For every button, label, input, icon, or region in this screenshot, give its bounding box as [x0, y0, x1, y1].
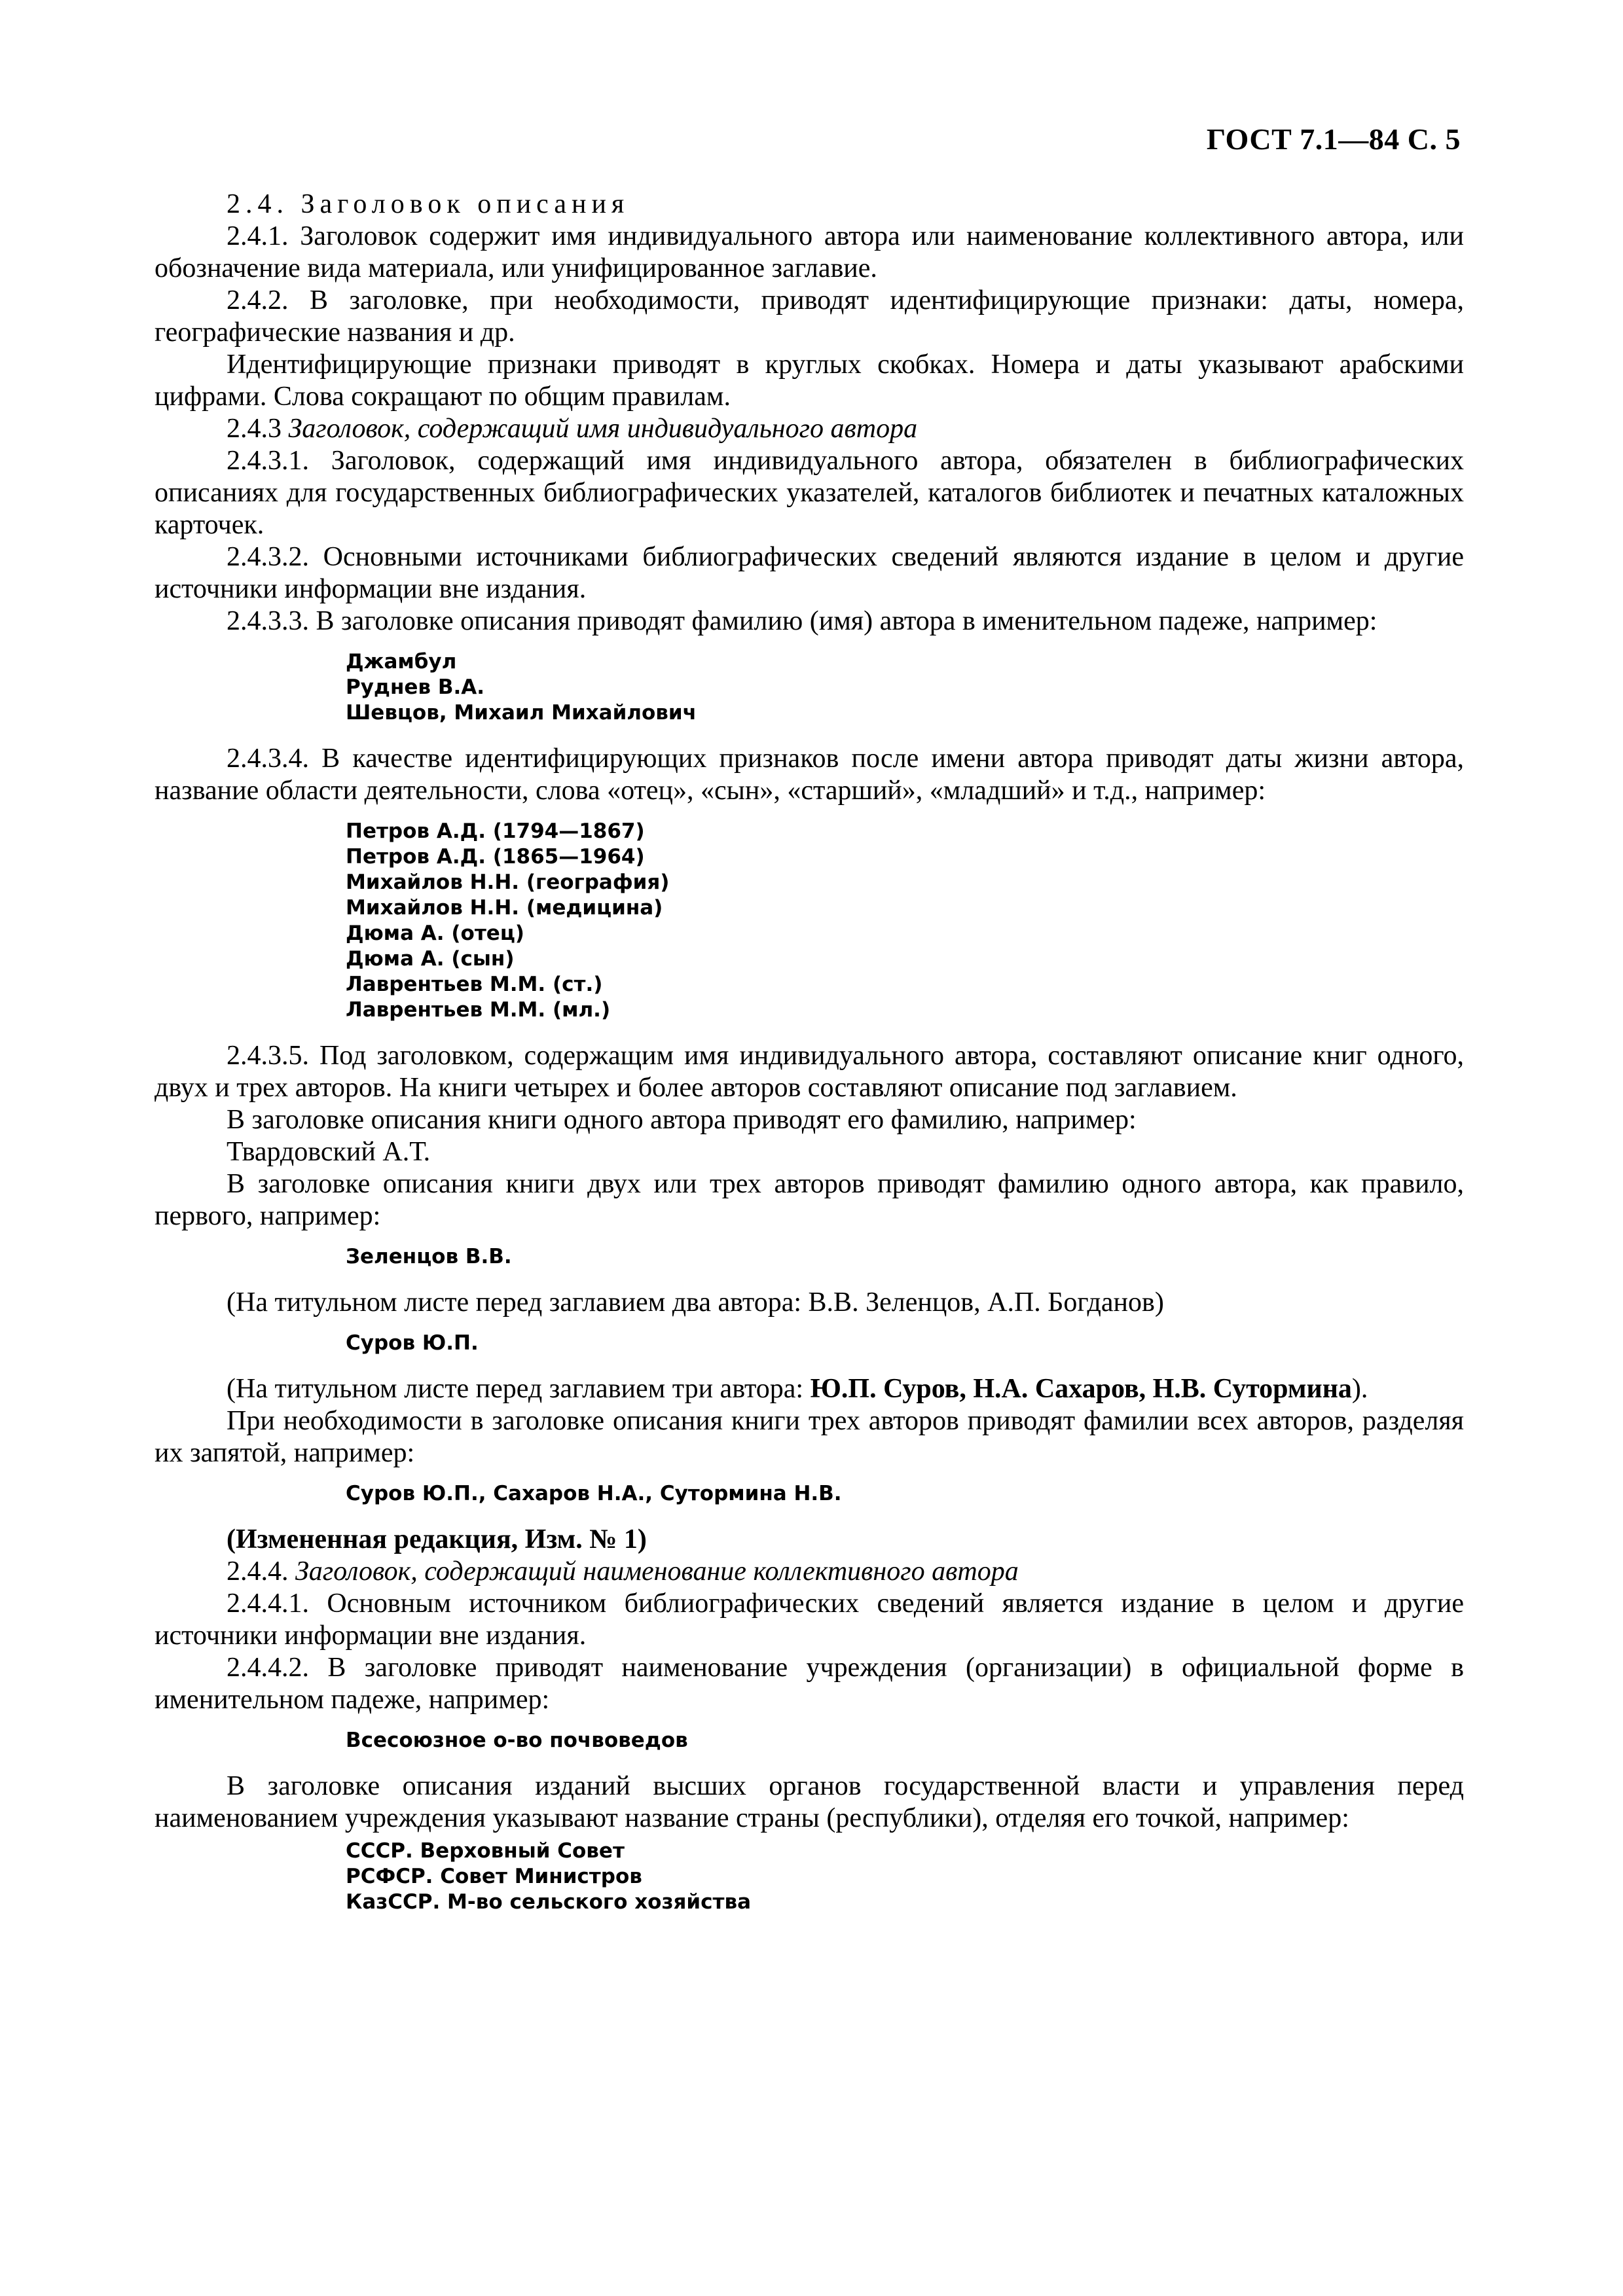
example-line: Петров А.Д. (1794—1867) — [346, 819, 645, 843]
running-head: ГОСТ 7.1—84 С. 5 — [1206, 122, 1461, 156]
note-three-authors-names: Ю.П. Суров, Н.А. Сахаров, Н.В. Сутормина — [810, 1374, 1352, 1404]
section-2-4-4-title — [155, 1556, 1464, 1588]
section-2-4-4-heading: Заголовок, содержащий наименование коллективного автора — [295, 1556, 1019, 1587]
paragraph-2-4-4-1: 2.4.4.1. Основным источником библиографических сведений является издание в целом и другие источники информации вне издания. — [155, 1588, 1464, 1651]
paragraph-2-4-3-5: 2.4.3.5. Под заголовком, содержащим имя индивидуального автора, составляют описание книг одного, двух и трех авторов. На книги четырех и более авторов составляют описание под заглавием. — [155, 1041, 1464, 1103]
example-line: Михайлов Н.Н. (география) — [346, 870, 670, 894]
paragraph-2-4-4-2: 2.4.4.2. В заголовке приводят наименование учреждения (организации) в официальной форме в именительном падеже, например: — [155, 1653, 1464, 1715]
paragraph-all-authors: При необходимости в заголовке описания книги трех авторов приводят фамилии всех авторов, разделяя их запятой, например: — [155, 1406, 1464, 1468]
example-line: Джамбул — [346, 650, 457, 673]
example-block-surov — [346, 1331, 1464, 1356]
section-2-4-4-number: 2.4.4. — [227, 1556, 289, 1587]
note-two-authors: (На титульном листе перед заглавием два автора: В.В. Зеленцов, А.П. Богданов) — [227, 1287, 1164, 1318]
example-block-society — [346, 1728, 1464, 1753]
example-line: СССР. Верховный Совет — [346, 1839, 625, 1863]
example-line: Лаврентьев М.М. (мл.) — [346, 998, 611, 1022]
paragraph-2-4-3-4: 2.4.3.4. В качестве идентифицирующих признаков после имени автора приводят даты жизни автора, название области деятельности, слова «отец», «сын», «старший», «младший» и т.д., например: — [155, 744, 1464, 806]
example-line: Шевцов, Михаил Михайлович — [346, 701, 697, 725]
paragraph-2-4-2: 2.4.2. В заголовке, при необходимости, приводят идентифицирующие признаки: даты, номера, географические названия и др. — [155, 285, 1464, 348]
note-three-authors-prefix: (На титульном листе перед заглавием три автора: — [227, 1374, 811, 1404]
example-line: Суров Ю.П. — [346, 1331, 479, 1355]
paragraph-two-three-authors: В заголовке описания книги двух или трех авторов приводят фамилию одного автора, как правило, первого, например: — [155, 1169, 1464, 1231]
example-one-author: Твардовский А.Т. — [227, 1137, 431, 1167]
section-2-4-3-title — [155, 413, 1464, 445]
amended-edition-note: (Измененная редакция, Изм. № 1) — [227, 1524, 647, 1554]
note-three-authors — [155, 1373, 1464, 1405]
example-block-country — [346, 1839, 1464, 1915]
example-line: Всесоюзное о-во почвоведов — [346, 1729, 688, 1752]
example-block-zelentsov — [346, 1244, 1464, 1270]
paragraph-2-4-1: 2.4.1. Заголовок содержит имя индивидуального автора или наименование коллективного автора, или обозначение вида материала, или унифицированное заглавие. — [155, 221, 1464, 283]
paragraph-2-4-2-b: Идентифицирующие признаки приводят в круглых скобках. Номера и даты указывают арабскими цифрами. Слова сокращают по общим правилам. — [155, 350, 1464, 412]
example-line: Петров А.Д. (1865—1964) — [346, 845, 645, 869]
example-line: Дюма А. (сын) — [346, 947, 515, 971]
example-line: Суров Ю.П., Сахаров Н.А., Сутормина Н.В. — [346, 1482, 842, 1505]
paragraph-one-author: В заголовке описания книги одного автора приводят его фамилию, например: — [227, 1105, 1137, 1135]
note-three-authors-suffix: ). — [1351, 1374, 1368, 1404]
example-block-author-names — [346, 649, 1464, 726]
section-2-4-3-number: 2.4.3 — [227, 414, 282, 444]
example-block-all-authors — [346, 1481, 1464, 1507]
example-line: КазССР. М-во сельского хозяйства — [346, 1890, 752, 1914]
example-line: Руднев В.А. — [346, 675, 484, 699]
paragraph-2-4-3-2: 2.4.3.2. Основными источниками библиографических сведений являются издание в целом и другие источники информации вне издания. — [155, 542, 1464, 604]
example-line: РСФСР. Совет Министров — [346, 1865, 642, 1888]
paragraph-2-4-3-3: 2.4.3.3. В заголовке описания приводят фамилию (имя) автора в именительном падеже, например: — [227, 606, 1377, 636]
section-2-4-3-heading: Заголовок, содержащий имя индивидуального автора — [288, 414, 918, 444]
paragraph-2-4-3-1: 2.4.3.1. Заголовок, содержащий имя индивидуального автора, обязателен в библиографических описаниях для государственных библиографических указателей, каталогов библиотек и печатных каталожных карточек. — [155, 446, 1464, 540]
example-line: Зеленцов В.В. — [346, 1245, 512, 1268]
example-line: Дюма А. (отец) — [346, 922, 524, 945]
example-block-identifying-features — [346, 819, 1464, 1023]
example-line: Лаврентьев М.М. (ст.) — [346, 973, 603, 996]
example-line: Михайлов Н.Н. (медицина) — [346, 896, 663, 920]
paragraph-country: В заголовке описания изданий высших органов государственной власти и управления перед наименованием учреждения указывают название страны (республики), отделяя его точкой, например: — [155, 1771, 1464, 1833]
section-2-4-title: 2.4. Заголовок описания — [227, 189, 630, 219]
document-body — [155, 188, 1464, 1922]
